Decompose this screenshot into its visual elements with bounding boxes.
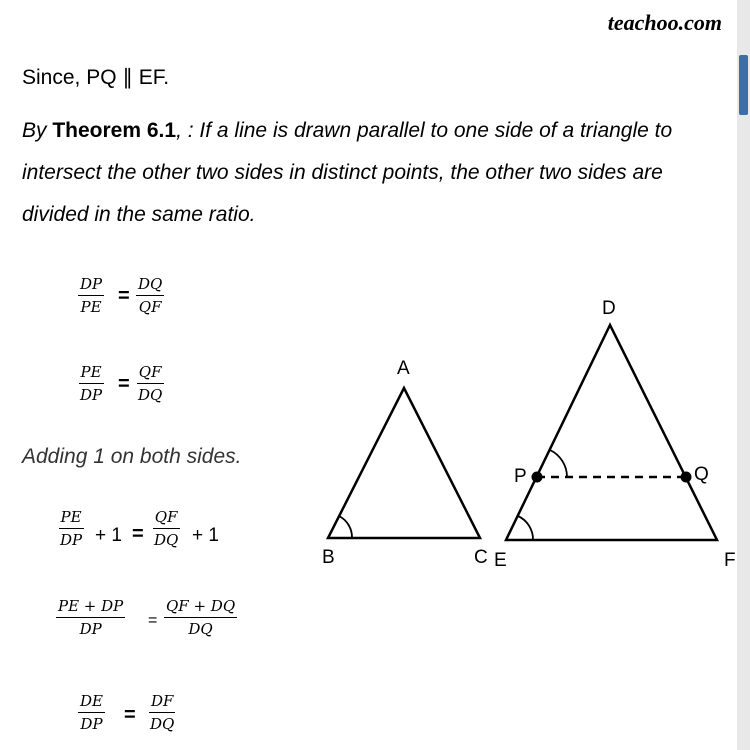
fraction-numerator: DP: [78, 275, 104, 296]
plus-one: + 1: [95, 525, 122, 546]
fraction-denominator: QF: [138, 298, 162, 316]
plus-one: + 1: [192, 525, 219, 546]
vertex-label-f: F: [724, 550, 736, 571]
fraction-denominator: DQ: [154, 531, 179, 549]
fraction-numerator: PE: [79, 363, 104, 384]
fraction-numerator: DE: [78, 692, 105, 713]
triangle-abc: [328, 388, 480, 538]
intro-line: Since, PQ ∥ EF.: [22, 66, 170, 89]
point-label-p: P: [514, 466, 527, 487]
brand-logo: teachoo.com: [607, 10, 722, 35]
fraction-denominator: DP: [80, 715, 103, 733]
equals-sign: =: [124, 704, 136, 726]
triangle-def: [506, 325, 717, 540]
vertex-label-a: A: [397, 358, 410, 379]
fraction-denominator: DP: [79, 620, 102, 638]
fraction-numerator: QF + DQ: [164, 597, 237, 618]
vertex-label-e: E: [494, 550, 507, 571]
point-label-q: Q: [694, 464, 709, 485]
equals-sign: =: [118, 373, 130, 395]
point-p: [532, 472, 543, 483]
equals-sign: =: [132, 523, 144, 545]
adding-step-text: Adding 1 on both sides.: [22, 445, 242, 468]
fraction-numerator: QF: [137, 363, 164, 384]
fraction-numerator: DF: [149, 692, 175, 713]
fraction-denominator: DP: [60, 531, 83, 549]
fraction-numerator: QF: [153, 508, 180, 529]
equals-sign: =: [118, 285, 130, 307]
equals-sign: =: [148, 612, 158, 629]
vertex-label-b: B: [322, 547, 335, 568]
fraction-denominator: DQ: [150, 715, 175, 733]
vertex-label-c: C: [474, 547, 488, 568]
fraction-denominator: DP: [80, 386, 103, 404]
fraction-numerator: DQ: [136, 275, 164, 296]
theorem-name: Theorem 6.1: [52, 119, 177, 142]
fraction-numerator: PE: [59, 508, 84, 529]
fraction-denominator: DQ: [138, 386, 163, 404]
theorem-text: , : If a line is drawn parallel to one side of a triangle to intersect the other two sides in distinct points, the other two sides are divided in the same ratio.: [22, 119, 673, 226]
theorem-prefix: By: [22, 119, 53, 142]
fraction-numerator: PE + DP: [56, 597, 125, 618]
fraction-denominator: DQ: [188, 620, 213, 638]
vertex-label-d: D: [602, 298, 616, 319]
point-q: [681, 472, 692, 483]
fraction-denominator: PE: [80, 298, 102, 316]
